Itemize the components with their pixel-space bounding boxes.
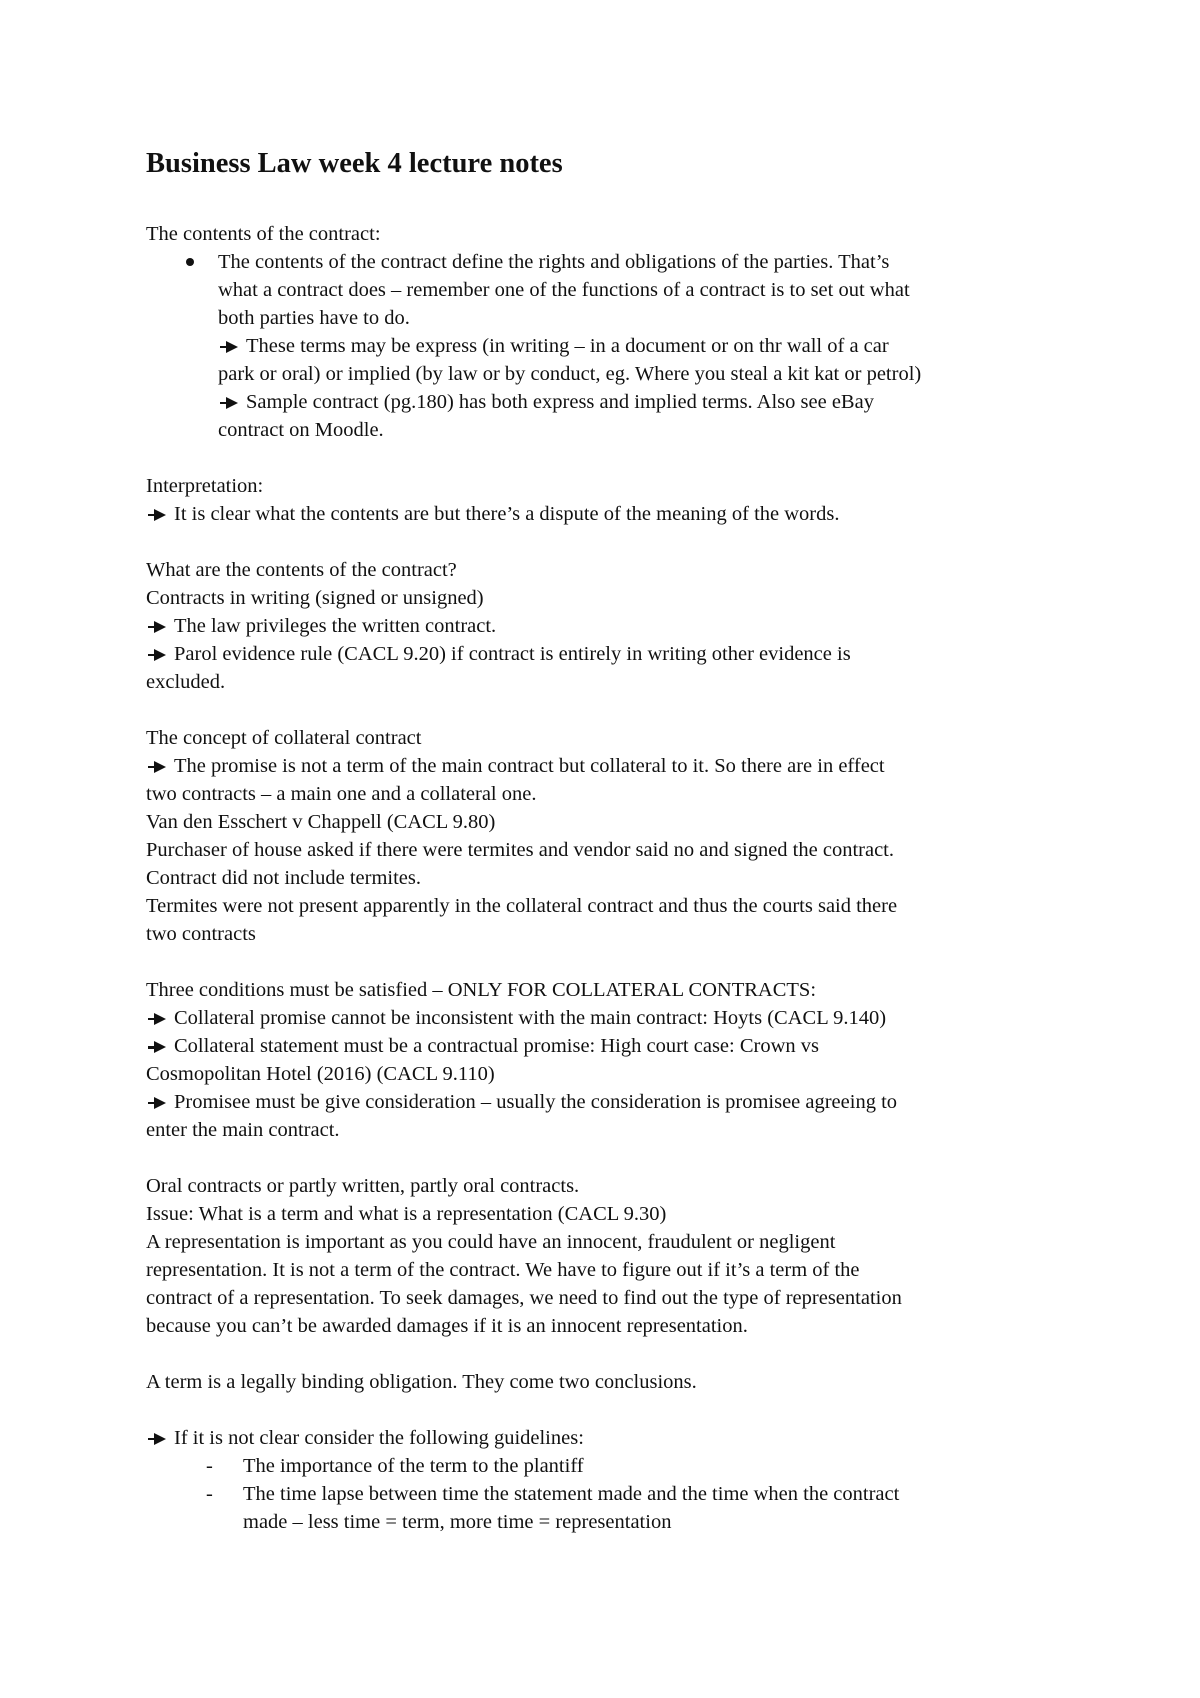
case-facts: Termites were not present apparently in the collateral contract and thus the courts said there xyxy=(146,895,898,917)
arrow-text: If it is not clear consider the following guidelines: xyxy=(174,1427,584,1449)
arrow-right-icon xyxy=(154,1097,166,1109)
arrow-right-icon xyxy=(226,341,238,353)
arrow-item xyxy=(146,640,1090,668)
issue-line: Issue: What is a term and what is a representation (CACL 9.30) xyxy=(146,1203,667,1225)
bullet-item xyxy=(146,248,1090,276)
subheading: Contracts in writing (signed or unsigned) xyxy=(146,587,484,609)
arrow-right-icon xyxy=(154,1013,166,1025)
arrow-item xyxy=(146,332,1090,360)
arrow-text-continued: two contracts – a main one and a collateral one. xyxy=(146,783,537,805)
arrow-text: Parol evidence rule (CACL 9.20) if contract is entirely in writing other evidence is xyxy=(174,643,851,665)
arrow-item xyxy=(146,388,1090,416)
arrow-text: Collateral promise cannot be inconsistent with the main contract: Hoyts (CACL 9.140) xyxy=(174,1007,887,1029)
term-definition: A term is a legally binding obligation. They come two conclusions. xyxy=(146,1371,697,1393)
arrow-text: It is clear what the contents are but there’s a dispute of the meaning of the words. xyxy=(174,503,840,525)
paragraph-line: representation. It is not a term of the contract. We have to figure out if it’s a term of the xyxy=(146,1259,860,1281)
bullet-text-line: both parties have to do. xyxy=(218,307,410,329)
paragraph-line: A representation is important as you could have an innocent, fraudulent or negligent xyxy=(146,1231,836,1253)
case-facts: Purchaser of house asked if there were termites and vendor said no and signed the contract. xyxy=(146,839,894,861)
arrow-text: Sample contract (pg.180) has both express and implied terms. Also see eBay xyxy=(246,391,874,413)
dash-item-text: The time lapse between time the statement made and the time when the contract xyxy=(243,1483,900,1505)
arrow-right-icon xyxy=(154,761,166,773)
arrow-item xyxy=(146,612,1090,640)
arrow-text-continued: enter the main contract. xyxy=(146,1119,340,1141)
bullet-text-line: The contents of the contract define the rights and obligations of the parties. That’s xyxy=(218,251,890,273)
arrow-text-continued: excluded. xyxy=(146,671,226,693)
dash-marker: - xyxy=(206,1483,213,1505)
arrow-text: These terms may be express (in writing – in a document or on thr wall of a car xyxy=(246,335,889,357)
arrow-text: Promisee must be give consideration – usually the consideration is promisee agreeing to xyxy=(174,1091,898,1113)
bullet-text-line: what a contract does – remember one of the functions of a contract is to set out what xyxy=(218,279,910,301)
dash-marker: - xyxy=(206,1455,213,1477)
arrow-text-continued: contract on Moodle. xyxy=(218,419,384,441)
arrow-text: The law privileges the written contract. xyxy=(174,615,497,637)
case-facts: two contracts xyxy=(146,923,256,945)
arrow-item xyxy=(146,752,1090,780)
arrow-text-continued: park or oral) or implied (by law or by conduct, eg. Where you steal a kit kat or petrol) xyxy=(218,363,922,385)
paragraph-line: because you can’t be awarded damages if it is an innocent representation. xyxy=(146,1315,748,1337)
case-facts: Contract did not include termites. xyxy=(146,867,421,889)
arrow-right-icon xyxy=(226,397,238,409)
arrow-item xyxy=(146,1088,1090,1116)
dash-list-item xyxy=(146,1480,1090,1508)
arrow-text-continued: Cosmopolitan Hotel (2016) (CACL 9.110) xyxy=(146,1063,495,1085)
bullet-icon xyxy=(186,258,194,266)
section-heading-oral: Oral contracts or partly written, partly oral contracts. xyxy=(146,1175,580,1197)
section-heading-conditions: Three conditions must be satisfied – ONLY FOR COLLATERAL CONTRACTS: xyxy=(146,979,817,1001)
arrow-right-icon xyxy=(154,621,166,633)
case-citation: Van den Esschert v Chappell (CACL 9.80) xyxy=(146,811,496,833)
arrow-item xyxy=(146,500,1090,528)
arrow-text: The promise is not a term of the main contract but collateral to it. So there are in effect xyxy=(174,755,885,777)
paragraph-line: contract of a representation. To seek damages, we need to find out the type of representation xyxy=(146,1287,902,1309)
arrow-right-icon xyxy=(154,649,166,661)
dash-item-text-continued: made – less time = term, more time = representation xyxy=(243,1511,672,1533)
arrow-item xyxy=(146,1424,1090,1452)
section-heading-what-contents: What are the contents of the contract? xyxy=(146,559,457,581)
dash-item-text: The importance of the term to the plantiff xyxy=(243,1455,584,1477)
arrow-right-icon xyxy=(154,1041,166,1053)
arrow-right-icon xyxy=(154,509,166,521)
page-title: Business Law week 4 lecture notes xyxy=(146,148,563,179)
arrow-item xyxy=(146,1004,1090,1032)
arrow-item xyxy=(146,1032,1090,1060)
section-heading-interpretation: Interpretation: xyxy=(146,475,264,497)
section-heading-contents: The contents of the contract: xyxy=(146,223,381,245)
arrow-text: Collateral statement must be a contractual promise: High court case: Crown vs xyxy=(174,1035,819,1057)
arrow-right-icon xyxy=(154,1433,166,1445)
dash-list-item xyxy=(146,1452,1090,1480)
section-heading-collateral: The concept of collateral contract xyxy=(146,727,422,749)
